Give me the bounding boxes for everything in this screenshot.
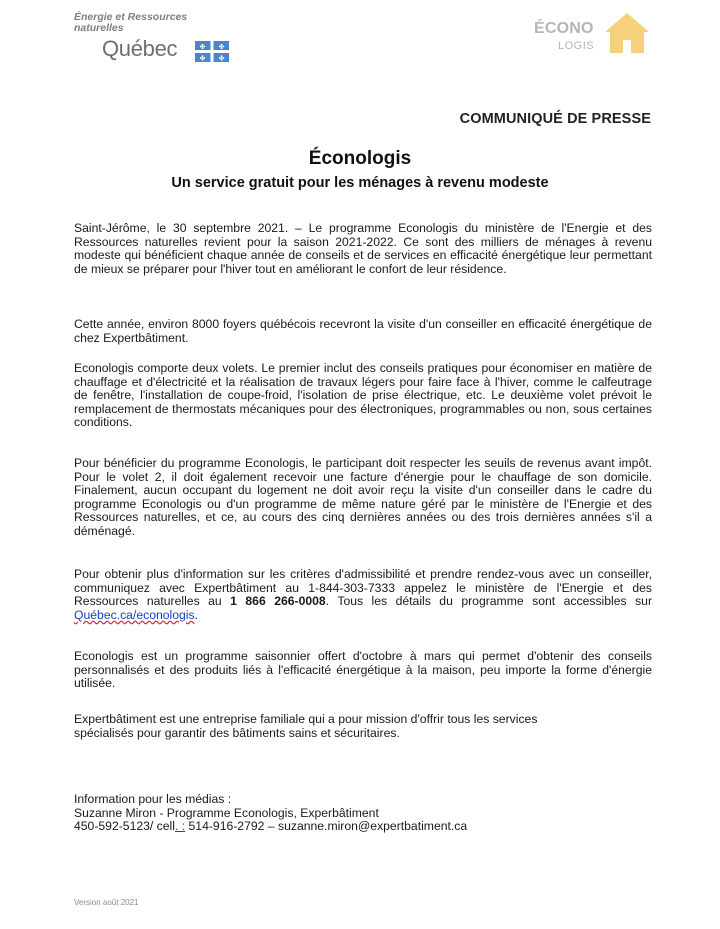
version-footer: Version août 2021 [74, 898, 139, 907]
media-phone-separator: . : [174, 819, 186, 834]
econologis-website-link[interactable]: Québec.ca/econologis [74, 607, 195, 622]
house-icon [604, 12, 650, 54]
contact-text-a: Pour obtenir plus d'information sur les critères d'admissibilité et prendre rendez-vous avec un conseiller, communiquez avec Expertbâtiment au 1-844-303-7333 appelez le ministère de l'Energie et des Ressources naturelles au [74, 567, 652, 609]
svg-text:✤: ✤ [199, 42, 206, 51]
media-label: Information pour les médias : [74, 792, 232, 806]
ministry-name-line2: naturelles [74, 22, 124, 34]
ministry-phone-number: 1 866 266-0008 [230, 594, 326, 609]
svg-text:✤: ✤ [218, 42, 225, 51]
econologis-logo-text-bottom: LOGIS [558, 40, 595, 52]
quebec-ministry-logo [74, 12, 244, 62]
paragraph-company [74, 713, 652, 740]
company-line2: spécialisés pour garantir des bâtiments sains et sécuritaires. [74, 725, 400, 740]
econologis-logo-text-top: ÉCONO [534, 20, 594, 37]
paragraph-intro: Saint-Jérôme, le 30 septembre 2021. – Le programme Econologis du ministère de l'Energie et des Ressources naturelles revient pour la saison 2021-2022. Ce sont des milliers de ménages à revenu modeste qui bénéficient chaque année de conseils et de services en efficacité énergétique leur permettant de mieux se préparer pour l'hiver tout en améliorant le confort de leur résidence. [74, 221, 652, 276]
contact-text-c: . [194, 607, 198, 622]
media-contact-block [74, 793, 652, 834]
document-title: Éconologis [308, 148, 412, 169]
econologis-logo [534, 12, 652, 56]
media-contact-phones [74, 820, 652, 834]
ministry-name-line1: Énergie et Ressources [74, 11, 188, 23]
paragraph-visits: Cette année, environ 8000 foyers québécois recevront la visite d'un conseiller en efficacité énergétique de chez Expertbâtiment. [74, 317, 652, 345]
paragraph-eligibility: Pour bénéficier du programme Econologis, le participant doit respecter les seuils de revenus avant impôt. Pour le volet 2, il doit également recevoir une facture d'énergie pour le chauffage de son domicile. Finalement, aucun occupant du logement ne doit avoir reçu la visite d'un conseiller dans le cadre du programme Econologis ou d'un programme de même nature géré par le ministère de l'Energie et des Ressources naturelles, et ce, au cours des cinq dernières années ou des trois dernières années s'il a déménagé. [74, 456, 652, 538]
press-release-label: COMMUNIQUÉ DE PRESSE [459, 111, 651, 127]
svg-text:✤: ✤ [218, 54, 225, 62]
svg-text:✤: ✤ [199, 54, 206, 62]
quebec-wordmark: Québec [102, 36, 178, 61]
document-subtitle: Un service gratuit pour les ménages à revenu modeste [171, 175, 549, 191]
paragraph-components: Econologis comporte deux volets. Le premier inclut des conseils pratiques pour économiser en matière de chauffage et d'électricité et la réalisation de travaux légers pour faire face à l'hiver, comme le calfeutrage de fenêtre, l'installation de coupe-froid, l'isolation de prise électrique, etc. Le deuxième volet prévoit le remplacement de thermostats mécaniques pour des électroniques, programmables ou non, sous certaines conditions. [74, 361, 652, 430]
company-line1: Expertbâtiment est une entreprise familiale qui a pour mission d'offrir tous les services [74, 712, 538, 726]
contact-text-b: . Tous les détails du programme sont accessibles sur [325, 594, 653, 609]
media-phone-a: 450-592-5123/ cell [74, 819, 175, 834]
paragraph-seasonal-program: Econologis est un programme saisonnier offert d'octobre à mars qui permet d'obtenir des conseils personnalisés et des produits liés à l'efficacité énergétique à la maison, peu importe la forme d'énergie utilisée. [74, 649, 652, 691]
quebec-flag-icon [195, 41, 229, 62]
media-contact-name: Suzanne Miron - Programme Econologis, Experbâtiment [74, 805, 379, 820]
paragraph-contact-info [74, 568, 652, 622]
media-phone-b-email: 514-916-2792 – suzanne.miron@expertbatiment.ca [185, 819, 468, 834]
